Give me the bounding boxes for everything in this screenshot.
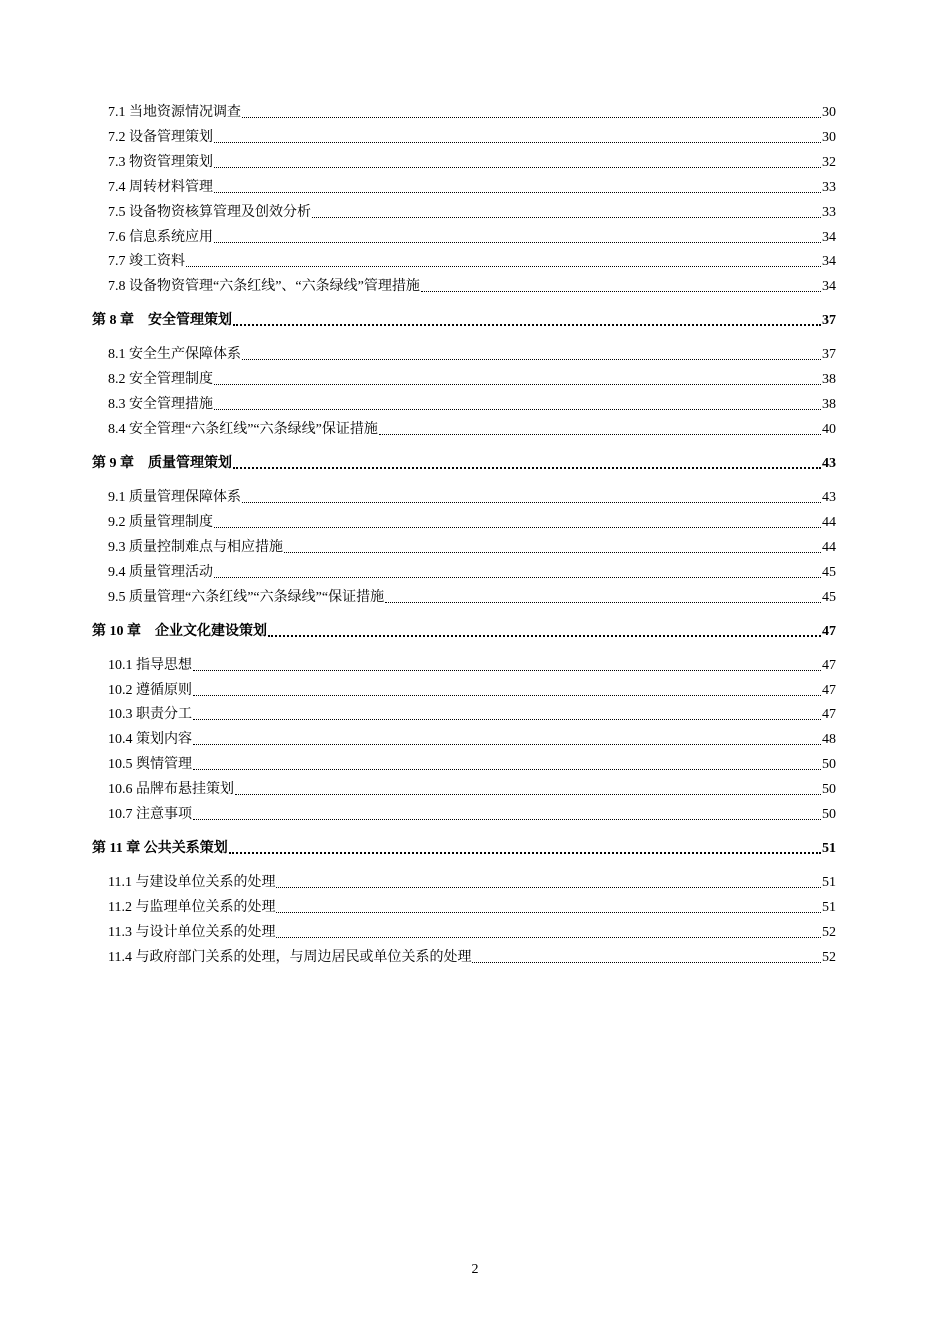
toc-section-entry[interactable] (108, 227, 836, 247)
toc-section-entry[interactable] (108, 344, 836, 364)
toc-entry-page: 37 (822, 313, 836, 329)
toc-entry-page: 34 (822, 279, 836, 295)
toc-entry-title: 7.2 设备管理策划 (108, 129, 213, 145)
page-number: 2 (471, 1262, 479, 1277)
toc-section-entry[interactable] (108, 202, 836, 222)
toc-dot-leader (214, 142, 821, 143)
toc-entry-page: 33 (822, 204, 836, 220)
toc-section-entry[interactable] (108, 394, 836, 414)
toc-entry-title: 9.5 质量管理“六条红线”“六条绿线”“保证措施 (108, 589, 385, 605)
toc-chapter-entry[interactable] (92, 453, 836, 473)
toc-dot-leader (385, 602, 821, 603)
toc-entry-title: 第 8 章 安全管理策划 (92, 313, 232, 329)
toc-entry-title: 7.7 竣工资料 (108, 254, 185, 270)
toc-section-entry[interactable] (108, 419, 836, 439)
toc-section-entry[interactable] (108, 587, 836, 607)
toc-section-entry[interactable] (108, 251, 836, 271)
toc-dot-leader (214, 192, 821, 193)
toc-entry-title: 10.7 注意事项 (108, 807, 192, 822)
toc-entry-title: 7.4 周转材料管理 (108, 179, 213, 195)
toc-section-entry[interactable] (108, 537, 836, 557)
toc-dot-leader (193, 744, 821, 745)
toc-entry-page: 33 (822, 179, 836, 195)
toc-entry-title: 10.4 策划内容 (108, 732, 192, 748)
toc-entry-title: 8.4 安全管理“六条红线”“六条绿线”保证措施 (108, 422, 378, 437)
toc-dot-leader (379, 434, 821, 435)
toc-section-entry[interactable] (108, 729, 836, 749)
toc-entry-page: 50 (822, 782, 836, 798)
toc-dot-leader (235, 794, 821, 795)
toc-dot-leader (242, 502, 821, 503)
toc-entry-page: 51 (822, 841, 836, 856)
toc-section-entry[interactable] (108, 369, 836, 389)
toc-dot-leader (276, 912, 821, 913)
toc-entry-title: 9.2 质量管理制度 (108, 514, 213, 530)
toc-entry-page: 32 (822, 154, 836, 170)
toc-entry-page: 38 (822, 397, 836, 413)
toc-entry-page: 51 (822, 875, 836, 890)
toc-dot-leader (214, 527, 821, 528)
toc-entry-page: 30 (822, 105, 836, 120)
toc-entry-page: 47 (822, 657, 836, 673)
toc-section-entry[interactable] (108, 152, 836, 172)
toc-entry-title: 11.2 与监理单位关系的处理 (108, 899, 276, 915)
toc-section-entry[interactable] (108, 897, 836, 917)
toc-section-entry[interactable] (108, 680, 836, 700)
toc-entry-title: 11.3 与设计单位关系的处理 (108, 924, 276, 940)
toc-dot-leader (214, 577, 821, 578)
toc-entry-page: 38 (822, 372, 836, 388)
toc-dot-leader (193, 819, 821, 820)
toc-entry-title: 10.2 遵循原则 (108, 682, 192, 698)
toc-entry-title: 9.3 质量控制难点与相应措施 (108, 539, 283, 555)
toc-section-entry[interactable] (108, 872, 836, 892)
toc-dot-leader (214, 409, 821, 410)
toc-entry-page: 47 (822, 682, 836, 698)
toc-entry-title: 11.1 与建设单位关系的处理 (108, 875, 276, 890)
toc-entry-page: 48 (822, 732, 836, 748)
toc-entry-page: 47 (822, 623, 836, 639)
toc-entry-page: 44 (822, 514, 836, 530)
toc-dot-leader (193, 670, 821, 671)
toc-entry-title: 9.4 质量管理活动 (108, 564, 213, 580)
toc-entry-page: 44 (822, 539, 836, 555)
toc-dot-leader (472, 962, 821, 963)
toc-entry-title: 7.1 当地资源情况调查 (108, 105, 241, 120)
toc-entry-title: 10.6 品牌布悬挂策划 (108, 782, 234, 798)
toc-dot-leader (193, 769, 821, 770)
toc-dot-leader (268, 635, 821, 637)
toc-entry-title: 8.2 安全管理制度 (108, 372, 213, 388)
toc-chapter-entry[interactable] (92, 838, 836, 858)
toc-dot-leader (242, 117, 821, 118)
toc-entry-page: 40 (822, 422, 836, 437)
toc-entry-page: 50 (822, 807, 836, 822)
toc-entry-page: 45 (822, 564, 836, 580)
toc-entry-page: 34 (822, 254, 836, 270)
toc-dot-leader (193, 695, 821, 696)
toc-entry-title: 8.3 安全管理措施 (108, 397, 213, 413)
toc-entry-page: 51 (822, 899, 836, 915)
toc-entry-title: 8.1 安全生产保障体系 (108, 347, 241, 363)
toc-dot-leader (214, 384, 821, 385)
toc-section-entry[interactable] (108, 487, 836, 507)
toc-entry-page: 47 (822, 707, 836, 723)
toc-dot-leader (421, 291, 821, 292)
toc-dot-leader (233, 467, 821, 469)
toc-section-entry[interactable] (108, 947, 836, 967)
toc-chapter-entry[interactable] (92, 310, 836, 330)
toc-entry-title: 第 9 章 质量管理策划 (92, 456, 232, 471)
toc-section-entry[interactable] (108, 102, 836, 122)
toc-entry-title: 10.1 指导思想 (108, 657, 192, 673)
toc-section-entry[interactable] (108, 276, 836, 296)
toc-dot-leader (276, 937, 821, 938)
toc-dot-leader (214, 167, 821, 168)
toc-entry-title: 10.5 舆情管理 (108, 757, 192, 773)
toc-section-entry[interactable] (108, 704, 836, 724)
toc-entry-page: 43 (822, 456, 836, 471)
toc-chapter-entry[interactable] (92, 621, 836, 641)
toc-section-entry[interactable] (108, 804, 836, 824)
toc-entry-page: 52 (822, 924, 836, 940)
toc-entry-title: 7.3 物资管理策划 (108, 154, 213, 170)
toc-entry-page: 45 (822, 589, 836, 605)
toc-entry-title: 7.8 设备物资管理“六条红线”、“六条绿线”管理措施 (108, 279, 420, 295)
toc-dot-leader (276, 887, 821, 888)
toc-entry-page: 50 (822, 757, 836, 773)
toc-entry-page: 43 (822, 490, 836, 505)
toc-entry-page: 34 (822, 229, 836, 245)
toc-section-entry[interactable] (108, 512, 836, 532)
toc-section-entry[interactable] (108, 754, 836, 774)
toc-entry-title: 第 10 章 企业文化建设策划 (92, 623, 267, 639)
toc-entry-page: 52 (822, 949, 836, 965)
toc-entry-title: 第 11 章 公共关系策划 (92, 841, 228, 856)
toc-dot-leader (284, 552, 821, 553)
toc-dot-leader (214, 242, 821, 243)
toc-section-entry[interactable] (108, 127, 836, 147)
toc-section-entry[interactable] (108, 655, 836, 675)
toc-dot-leader (193, 719, 821, 720)
toc-entry-title: 11.4 与政府部门关系的处理，与周边居民或单位关系的处理 (108, 949, 472, 965)
toc-entry-title: 7.5 设备物资核算管理及创效分析 (108, 204, 311, 220)
toc-dot-leader (186, 266, 821, 267)
toc-dot-leader (312, 217, 821, 218)
toc-section-entry[interactable] (108, 177, 836, 197)
toc-entry-title: 9.1 质量管理保障体系 (108, 490, 241, 505)
toc-entry-title: 10.3 职责分工 (108, 707, 192, 723)
toc-section-entry[interactable] (108, 779, 836, 799)
toc-dot-leader (242, 359, 821, 360)
toc-dot-leader (229, 852, 821, 854)
toc-section-entry[interactable] (108, 922, 836, 942)
toc-entry-page: 30 (822, 129, 836, 145)
toc-entry-title: 7.6 信息系统应用 (108, 229, 213, 245)
toc-entry-page: 37 (822, 347, 836, 363)
toc-dot-leader (233, 324, 821, 326)
toc-section-entry[interactable] (108, 562, 836, 582)
